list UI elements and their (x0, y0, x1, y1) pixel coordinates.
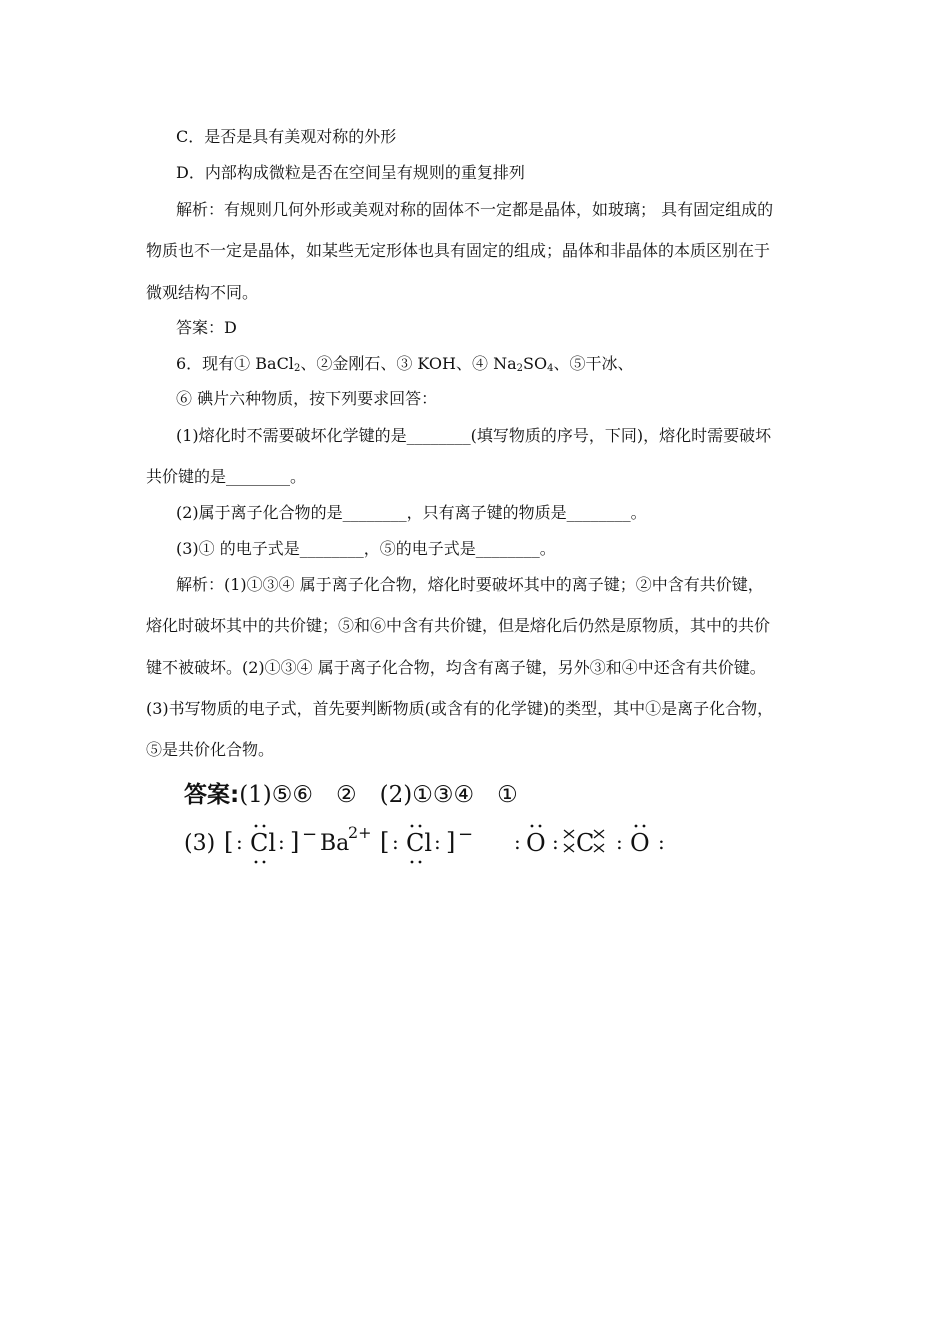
analysis-line-2: 物质也不一定是晶体，如某些无定形体也具有固定的组成；晶体和非晶体的本质区别在于 (146, 241, 771, 260)
electron-formula-graphic (184, 824, 704, 874)
electron-dots-o1 (531, 825, 542, 828)
bracket-left-1: [ (224, 828, 234, 856)
question-part-3: (3)① 的电子式是________，⑤的电子式是________。 (176, 539, 556, 558)
colon-1a: : (236, 830, 243, 854)
bracket-right-2: ] (446, 828, 456, 856)
cross-electrons-left (564, 830, 574, 852)
barium: Ba (320, 831, 350, 856)
question-part-1-cont: 共价键的是________。 (146, 467, 307, 486)
carbon: C (576, 829, 595, 857)
oxygen-1: O (526, 829, 546, 857)
colon-2a: : (392, 830, 399, 854)
chlorine-2: Cl (406, 829, 433, 857)
colon-1b: : (278, 830, 285, 854)
minus-2: − (458, 824, 474, 845)
barium-charge: 2+ (348, 823, 372, 842)
analysis2-line-1: 解析：(1)①③④ 属于离子化合物，熔化时要破坏其中的离子键；②中含有共价键， (176, 575, 764, 594)
question-part-1: (1)熔化时不需要破坏化学键的是________(填写物质的序号，下同)，熔化时需要破坏 (176, 426, 772, 445)
answer-line: 答案：D (176, 318, 237, 337)
analysis2-line-5: ⑤是共价化合物。 (146, 740, 275, 759)
minus-1: − (302, 824, 318, 845)
electron-dots-o2 (635, 825, 646, 828)
final-answer-label: 答案: (184, 782, 240, 808)
oxygen-2: O (630, 829, 650, 857)
chlorine-1: Cl (250, 829, 277, 857)
cross-electrons-right (594, 830, 604, 852)
formula-prefix: (3) (184, 831, 216, 856)
colon-o2-right: : (658, 830, 665, 854)
analysis2-line-2: 熔化时破坏其中的共价键；⑤和⑥中含有共价键，但是熔化后仍然是原物质，其中的共价 (146, 616, 771, 635)
electron-formula-row (184, 824, 704, 874)
colon-o1-right: : (552, 830, 559, 854)
question-part-2: (2)属于离子化合物的是________，只有离子键的物质是________。 (176, 503, 647, 522)
bracket-left-2: [ (380, 828, 390, 856)
final-answer-line (184, 776, 518, 809)
option-d: D．内部构成微粒是否在空间呈有规则的重复排列 (176, 163, 525, 182)
analysis2-line-4: (3)书写物质的电子式，首先要判断物质(或含有的化学键)的类型，其中①是离子化合物， (146, 699, 774, 718)
question-6-line-1: 6．现有① BaCl$_2$、②金刚石、③ KOH、④ $Na_2SO_4$、⑤干冰、 (176, 354, 634, 374)
colon-2b: : (434, 830, 441, 854)
analysis-line-3: 微观结构不同。 (146, 283, 259, 302)
colon-o2-left: : (616, 830, 623, 854)
analysis-line-1: 解析：有规则几何外形或美观对称的固体不一定都是晶体，如玻璃； 具有固定组成的 (176, 200, 774, 219)
analysis2-line-3: 键不被破坏。(2)①③④ 属于离子化合物，均含有离子键，另外③和④中还含有共价键。 (146, 658, 766, 677)
question-6-line-2: ⑥ 碘片六种物质，按下列要求回答： (176, 389, 438, 408)
final-answer-part1: (1)⑤⑥ ② (2)①③④ ① (239, 782, 518, 808)
option-c: C．是否是具有美观对称的外形 (176, 127, 397, 146)
colon-o1-left: : (514, 830, 521, 854)
bracket-right-1: ] (290, 828, 300, 856)
